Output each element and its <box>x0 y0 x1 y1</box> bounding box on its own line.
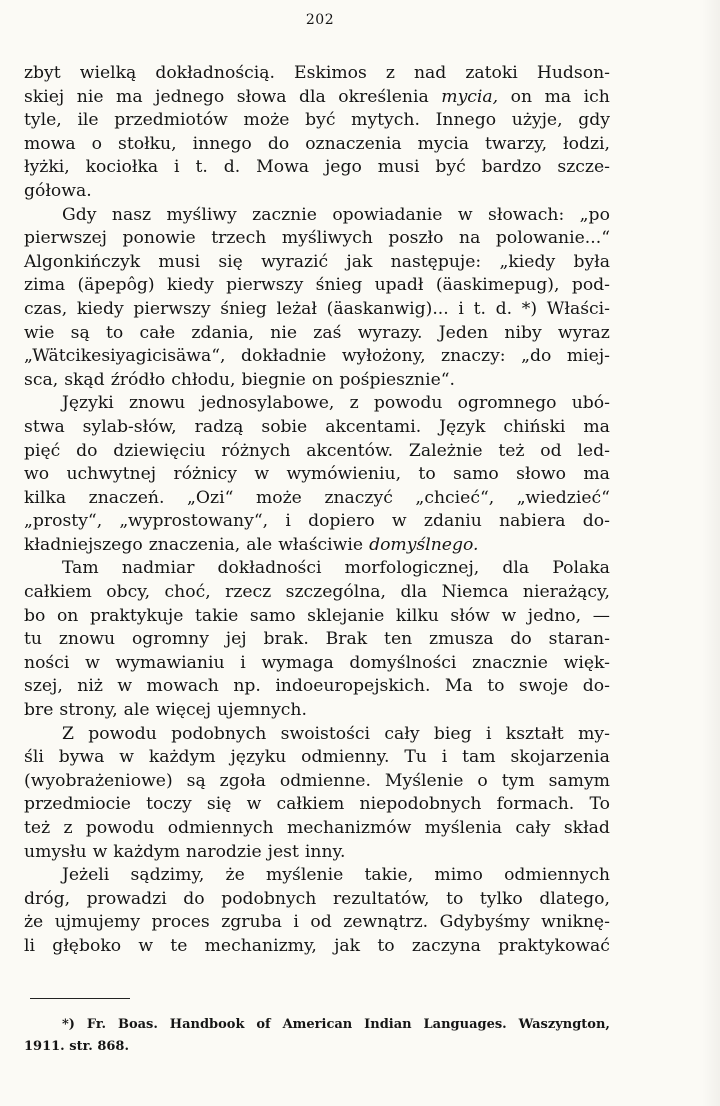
text-line: Z powodu podobnych swoistości cały bieg i kształt my- <box>62 723 610 744</box>
text-line: stwa sylab-słów, radzą sobie akcentami. Język chiński ma <box>24 416 610 437</box>
text-line: Gdy nasz myśliwy zacznie opowiadanie w słowach: „po <box>62 204 610 225</box>
text-line: przedmiocie toczy się w całkiem niepodobnych formach. To <box>24 794 610 815</box>
text-line: mowa o stołku, innego do oznaczenia mycia twarzy, łodzi, <box>24 133 610 154</box>
text-line: wo uchwytnej różnicy w wymówieniu, to samo słowo ma <box>24 464 610 485</box>
footnote-line: *) Fr. Boas. Handbook of American Indian Languages. Waszyngton, <box>62 1017 610 1032</box>
body-text <box>24 62 610 959</box>
text-line: czas, kiedy pierwszy śnieg leżał (äaskanwig)... i t. d. *) Właści- <box>24 298 610 319</box>
text-line: całkiem obcy, choć, rzecz szczególna, dla Niemca nierażący, <box>24 582 610 603</box>
text-line: też z powodu odmiennych mechanizmów myślenia cały skład <box>24 818 610 838</box>
text-line: pięć do dziewięciu różnych akcentów. Zależnie też od led- <box>24 440 610 461</box>
text-line: „prosty“, „wyprostowany“, i dopiero w zdaniu nabiera do- <box>24 511 610 532</box>
text-line: sca, skąd źródło chłodu, biegnie on pośpiesznie“. <box>24 369 456 390</box>
text-line: li głęboko w te mechanizmy, jak to zaczyna praktykować <box>24 935 610 956</box>
text-line: skiej nie ma jednego słowa dla określenia mycia, on ma ich <box>24 86 610 107</box>
text-line: szej, niż w mowach np. indoeuropejskich. Ma to swoje do- <box>24 676 610 697</box>
text-line: „Wätcikesiyagicisäwa“, dokładnie wyłożony, znaczy: „do miej- <box>24 346 610 367</box>
paragraph <box>24 864 610 958</box>
text-line: zbyt wielką dokładnością. Eskimos z nad zatoki Hudson- <box>24 63 610 83</box>
text-line: tu znowu ogromny jej brak. Brak ten zmusza do staran- <box>24 629 610 650</box>
text-line: kilka znaczeń. „Ozi“ może znaczyć „chcieć“, „wiedzieć“ <box>24 487 610 508</box>
text-line: pierwszej ponowie trzech myśliwych poszło na polowanie...“ <box>24 228 610 249</box>
text-line: gółowa. <box>24 180 92 201</box>
text-line: łyżki, kociołka i t. d. Mowa jego musi być bardzo szcze- <box>24 157 610 178</box>
footnote-line: 1911. str. 868. <box>24 1039 129 1054</box>
text-line: Algonkińczyk musi się wyrazić jak następuje: „kiedy była <box>24 251 610 272</box>
page-edge-shadow <box>702 0 720 1106</box>
text-line: tyle, ile przedmiotów może być mytych. Innego użyje, gdy <box>24 110 610 131</box>
text-line: bo on praktykuje takie samo sklejanie kilku słów w jedno, — <box>24 605 610 626</box>
text-line: Języki znowu jednosylabowe, z powodu ogromnego ubó- <box>62 393 610 414</box>
footnote <box>24 1014 610 1058</box>
text-line: że ujmujemy proces zgruba i od zewnątrz. Gdybyśmy wniknę- <box>24 912 610 933</box>
text-line: śli bywa w każdym języku odmienny. Tu i tam skojarzenia <box>24 747 610 768</box>
text-line: ności w wymawianiu i wymaga domyślności znacznie więk- <box>24 652 610 673</box>
text-line: Tam nadmiar dokładności morfologicznej, dla Polaka <box>62 558 610 579</box>
text-line: bre strony, ale więcej ujemnych. <box>24 700 307 721</box>
paragraph <box>24 557 610 722</box>
footnote-separator <box>30 998 130 999</box>
paragraph <box>24 723 610 865</box>
text-line: Jeżeli sądzimy, że myślenie takie, mimo odmiennych <box>62 865 610 886</box>
page-number: 202 <box>305 12 335 28</box>
text-line: kładniejszego znaczenia, ale właściwie domyślnego. <box>24 534 479 555</box>
text-line: (wyobrażeniowe) są zgoła odmienne. Myślenie o tym samym <box>24 770 610 791</box>
paragraph <box>24 62 610 204</box>
paragraph <box>24 204 610 393</box>
text-line: wie są to całe zdania, nie zaś wyrazy. Jeden niby wyraz <box>24 322 610 343</box>
text-line: dróg, prowadzi do podobnych rezultatów, to tylko dlatego, <box>24 888 610 909</box>
text-line: zima (äpepôg) kiedy pierwszy śnieg upadł (äaskimepug), pod- <box>24 275 610 296</box>
paragraph <box>24 392 610 557</box>
text-line: umysłu w każdym narodzie jest inny. <box>24 841 346 862</box>
